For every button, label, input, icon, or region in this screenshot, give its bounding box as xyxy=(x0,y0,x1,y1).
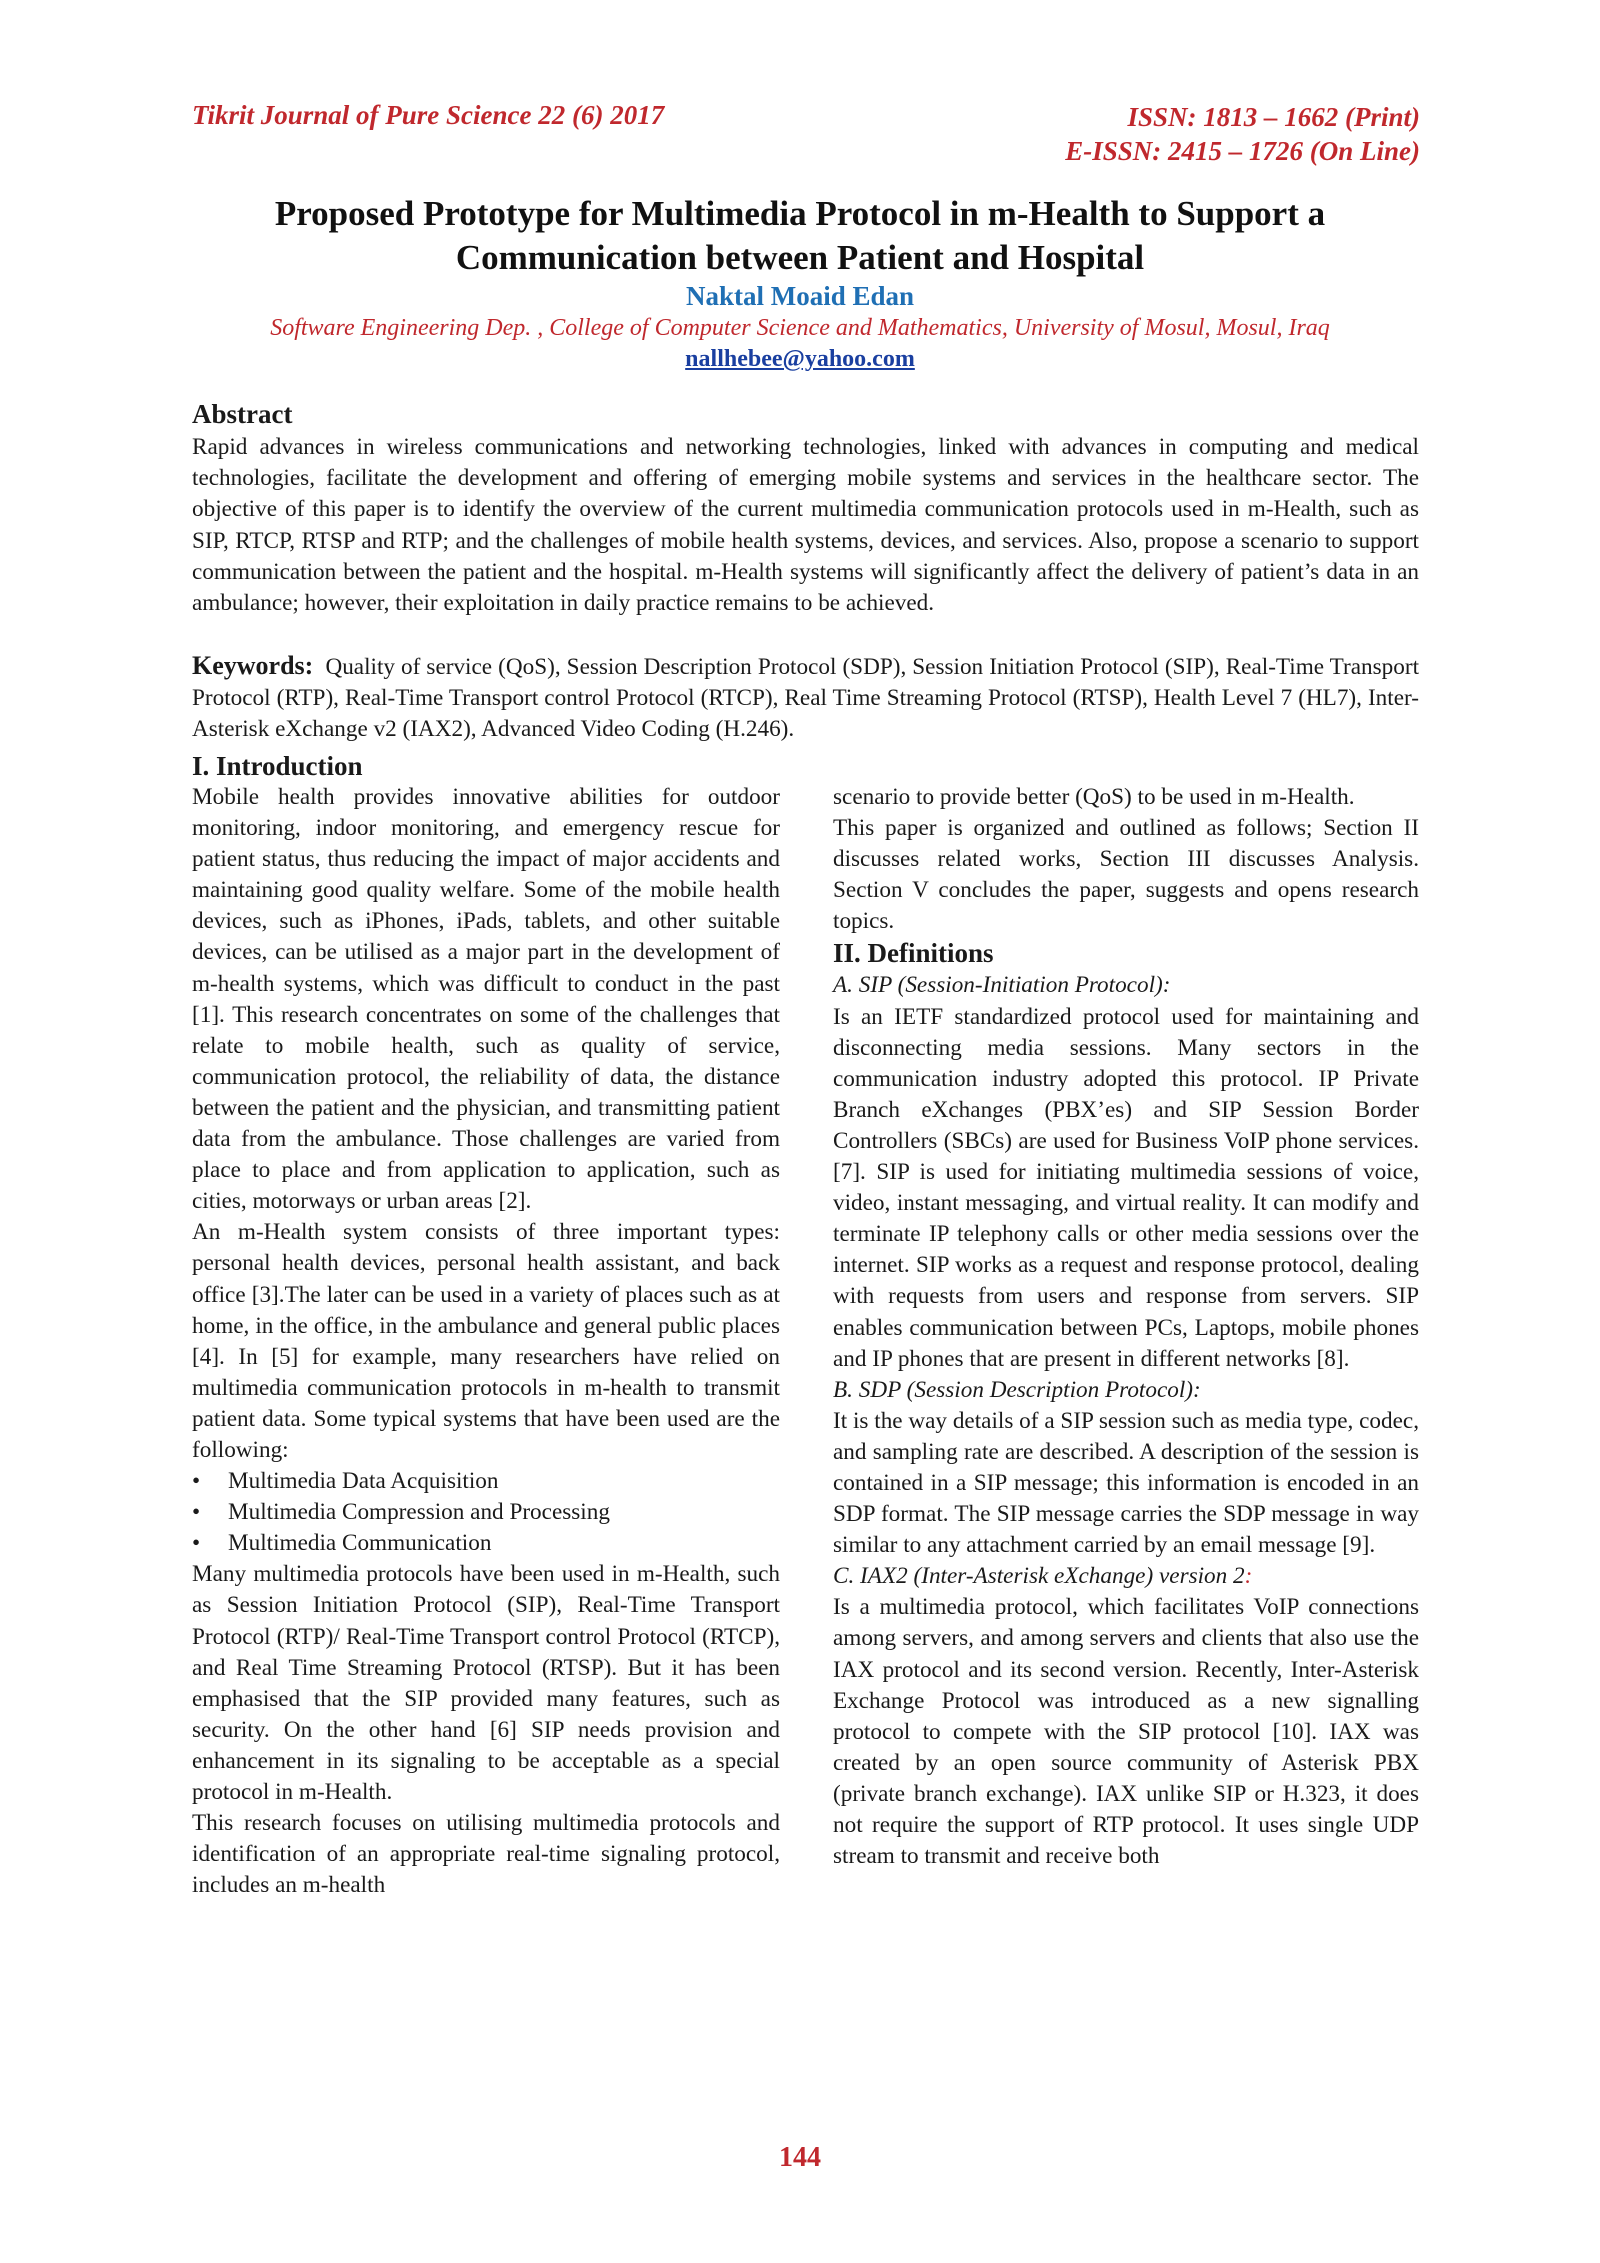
intro-paragraph-3: Many multimedia protocols have been used in m-Health, such as Session Initiation Protocol (SIP), Real-Time Transport Protocol (RTP)/ Real-Time Transport control Protocol (RTCP), and Real Time Streaming Protocol (RTSP). But it has been emphasised that the SIP provided many features, such as security. On the other hand [6] SIP needs provision and enhancement in its signaling to be acceptable as a special protocol in m-Health. xyxy=(192,1561,780,1805)
left-column xyxy=(192,782,780,1901)
issn-print: ISSN: 1813 – 1662 (Print) xyxy=(1127,102,1420,132)
paper-title: Proposed Prototype for Multimedia Protocol in m-Health to Support a Communication between Patient and Hospital xyxy=(274,194,1326,277)
page-number: 144 xyxy=(779,2142,821,2173)
sdp-paragraph: It is the way details of a SIP session such as media type, codec, and sampling rate are described. A description of the session is contained in a SIP message; this information is encoded in an SDP format. The SIP message carries the SDP message in way similar to any attachment carried by an email message [9]. xyxy=(833,1407,1419,1559)
issn-block xyxy=(1065,100,1420,168)
sdp-subheading: B. SDP (Session Description Protocol): xyxy=(833,1376,1201,1403)
abstract-heading: Abstract xyxy=(192,399,293,429)
intro-paragraph-5: This paper is organized and outlined as follows; Section II discusses related works, Section III discusses Analysis. Section V concludes the paper, suggests and opens research topics. xyxy=(833,815,1419,935)
intro-paragraph-2: An m-Health system consists of three important types: personal health devices, personal health assistant, and back office [3].The later can be used in a variety of places such as at home, in the office, in the ambulance and general public places [4]. In [5] for example, many researchers have relied on multimedia communication protocols in m-health to transmit patient data. Some typical systems that have been used are the following: xyxy=(192,1219,780,1463)
author-email-link[interactable]: nallhebee@yahoo.com xyxy=(685,346,915,372)
author-affiliation: Software Engineering Dep. , College of Computer Science and Mathematics, University of Mosul, Mosul, Iraq xyxy=(270,315,1330,341)
intro-paragraph-4-continued: scenario to provide better (QoS) to be used in m-Health. xyxy=(833,784,1355,810)
journal-name: Tikrit Journal of Pure Science 22 (6) 2017 xyxy=(192,100,665,130)
list-item: • Multimedia Compression and Processing xyxy=(228,1497,780,1528)
intro-paragraph-4: This research focuses on utilising multimedia protocols and identification of an appropriate real-time signaling protocol, includes an m-health xyxy=(192,1810,780,1899)
keywords-text: Quality of service (QoS), Session Description Protocol (SDP), Session Initiation Protocol (SIP), Real-Time Transport Protocol (RTP), Real-Time Transport control Protocol (RTCP), Real Time Streaming Protocol (RTSP), Health Level 7 (HL7), Inter-Asterisk eXchange v2 (IAX2), Advanced Video Coding (H.246). xyxy=(192,654,1420,743)
iax2-paragraph: Is a multimedia protocol, which facilitates VoIP connections among servers, and among servers and clients that also use the IAX protocol and its second version. Recently, Inter-Asterisk Exchange Protocol was introduced as a new signalling protocol to compete with the SIP protocol [10]. IAX was created by an open source community of Asterisk PBX (private branch exchange). IAX unlike SIP or H.323, it does not require the support of RTP protocol. It uses single UDP stream to transmit and receive both xyxy=(833,1594,1419,1870)
author-name: Naktal Moaid Edan xyxy=(685,281,915,311)
keywords-block xyxy=(192,650,1419,746)
iax2-subheading-text: C. IAX2 (Inter-Asterisk eXchange) version 2 xyxy=(833,1563,1245,1590)
list-item: • Multimedia Data Acquisition xyxy=(228,1466,780,1497)
issn-online: E-ISSN: 2415 – 1726 (On Line) xyxy=(1065,136,1420,166)
keywords-label: Keywords: xyxy=(192,651,314,680)
intro-heading: I. Introduction xyxy=(192,751,363,781)
sip-subheading: A. SIP (Session-Initiation Protocol): xyxy=(833,972,1171,999)
systems-list xyxy=(192,1466,780,1559)
list-item: • Multimedia Communication xyxy=(228,1528,780,1559)
sip-paragraph: Is an IETF standardized protocol used for maintaining and disconnecting media sessions. Many sectors in the communication industry adopted this protocol. IP Private Branch eXchanges (PBX’es) and SIP Session Border Controllers (SBCs) are used for Business VoIP phone services.[7]. SIP is used for initiating multimedia sessions of voice, video, instant messaging, and virtual reality. It can modify and terminate IP telephony calls or other media sessions over the internet. SIP works as a request and response protocol, dealing with requests from users and response from servers. SIP enables communication between PCs, Laptops, mobile phones and IP phones that are present in different networks [8]. xyxy=(833,1003,1419,1372)
right-column xyxy=(833,782,1419,1872)
definitions-heading: II. Definitions xyxy=(833,938,994,969)
iax2-subheading-colon: : xyxy=(1244,1563,1253,1590)
intro-paragraph-1: Mobile health provides innovative abilities for outdoor monitoring, indoor monitoring, and emergency rescue for patient status, thus reducing the impact of major accidents and maintaining good quality welfare. Some of the mobile health devices, such as iPhones, iPads, tablets, and other suitable devices, can be utilised as a major part in the development of m-health systems, which was difficult to conduct in the past [1]. This research concentrates on some of the challenges that relate to mobile health, such as quality of service, communication protocol, the reliability of data, the distance between the patient and the physician, and transmitting patient data from the ambulance. Those challenges are varied from place to place and from application to application, such as cities, motorways or urban areas [2]. xyxy=(192,784,780,1215)
abstract-text: Rapid advances in wireless communications and networking technologies, linked with advances in computing and medical technologies, facilitate the development and offering of emerging mobile systems and services in the healthcare sector. The objective of this paper is to identify the overview of the current multimedia communication protocols used in m-Health, such as SIP, RTCP, RTSP and RTP; and the challenges of mobile health systems, devices, and services. Also, propose a scenario to support communication between the patient and the hospital. m-Health systems will significantly affect the delivery of patient’s data in an ambulance; however, their exploitation in daily practice remains to be achieved. xyxy=(192,434,1419,617)
iax2-subheading xyxy=(833,1561,1419,1592)
